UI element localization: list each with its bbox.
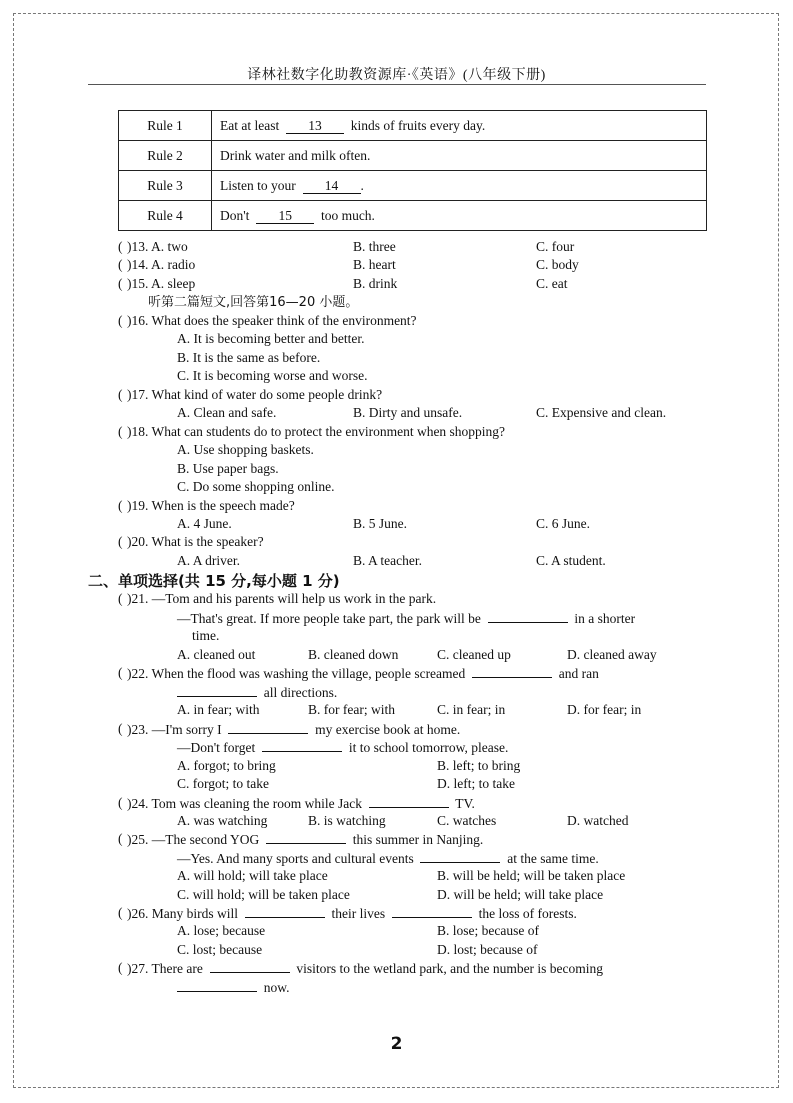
option-d: D. for fear; in [567,702,642,717]
page-header: 译林社数字化助教资源库·《英语》(八年级下册) [247,68,546,83]
question-20: )20. What is the speaker? [127,534,264,549]
rule-name: Rule 3 [119,171,212,201]
option-d: D. will be held; will take place [437,887,604,902]
rule-text: Don't 15 too much. [212,201,707,231]
option-a: A. Use shopping baskets. [177,442,314,457]
answer-paren[interactable]: ( [118,534,123,549]
fill-blank[interactable] [210,959,290,973]
option-c: C. eat [536,276,568,291]
answer-blank: 15 [256,208,314,224]
option-c: C. Expensive and clean. [536,405,667,420]
answer-paren[interactable]: ( [118,257,123,272]
option-c: C. 6 June. [536,516,590,531]
question-25: )25. —The second YOG this summer in Nanjing. [127,832,484,847]
option-c: C. body [536,257,579,272]
fill-blank[interactable] [488,609,568,623]
option-c: C. four [536,239,575,254]
fill-blank[interactable] [177,683,257,697]
option-b: B. is watching [308,813,386,828]
fill-blank[interactable] [228,720,308,734]
fill-blank[interactable] [472,664,552,678]
rule-name: Rule 1 [119,111,212,141]
answer-paren[interactable]: ( [118,313,123,328]
answer-paren[interactable]: ( [118,665,123,680]
option-a: A. cleaned out [177,647,256,662]
option-c: C. cleaned up [437,647,511,662]
fill-blank[interactable] [392,904,472,918]
option-a: A. Clean and safe. [177,405,277,420]
answer-blank: 13 [286,118,344,134]
option-b: B. drink [353,276,398,291]
answer-paren[interactable]: ( [118,905,123,920]
table-row [119,201,707,231]
question-27: )27. There are visitors to the wetland park, and the number is becoming [127,961,604,976]
fill-blank[interactable] [420,849,500,863]
question-14: )14. A. radio [127,257,196,272]
option-b: B. heart [353,257,396,272]
question-21: )21. —Tom and his parents will help us work in the park. [127,591,437,606]
option-c: C. forgot; to take [177,776,269,791]
option-d: D. left; to take [437,776,515,791]
question-17: )17. What kind of water do some people drink? [127,387,383,402]
fill-blank[interactable] [266,830,346,844]
fill-blank[interactable] [245,904,325,918]
table-row [119,141,707,171]
option-a: A. It is becoming better and better. [177,331,365,346]
page-number: 2 [390,1034,403,1054]
answer-paren[interactable]: ( [118,795,123,810]
answer-paren[interactable]: ( [118,591,123,606]
option-c: C. lost; because [177,942,263,957]
option-b: B. Use paper bags. [177,461,279,476]
question-23-line2: —Don't forget it to school tomorrow, please. [177,740,509,755]
question-25-line2: —Yes. And many sports and cultural events at the same time. [177,851,599,866]
fill-blank[interactable] [262,738,342,752]
option-b: B. lose; because of [437,923,539,938]
option-a: A. in fear; with [177,702,260,717]
question-21-line3: time. [192,628,220,643]
option-a: A. was watching [177,813,268,828]
question-23: )23. —I'm sorry I my exercise book at home. [127,722,461,737]
answer-paren[interactable]: ( [118,721,123,736]
option-b: B. A teacher. [353,553,422,568]
rule-text: Drink water and milk often. [212,141,707,171]
question-26: )26. Many birds will their lives the loss of forests. [127,906,577,921]
option-c: C. watches [437,813,497,828]
section-heading: 二、单项选择(共 15 分,每小题 1 分) [88,572,340,590]
fill-blank[interactable] [177,978,257,992]
rules-table [118,110,707,231]
table-row [119,111,707,141]
option-a: A. lose; because [177,923,266,938]
fill-blank[interactable] [369,794,449,808]
option-b: B. 5 June. [353,516,407,531]
option-c: C. will hold; will be taken place [177,887,350,902]
rule-text: Eat at least 13 kinds of fruits every day. [212,111,707,141]
option-d: D. watched [567,813,629,828]
question-16: )16. What does the speaker think of the environment? [127,313,417,328]
answer-paren[interactable]: ( [118,239,123,254]
option-b: B. Dirty and unsafe. [353,405,463,420]
rule-name: Rule 4 [119,201,212,231]
option-d: D. lost; because of [437,942,538,957]
option-d: D. cleaned away [567,647,657,662]
header-divider [88,84,706,85]
option-c: C. It is becoming worse and worse. [177,368,368,383]
question-22-line2: all directions. [177,683,337,702]
option-c: C. Do some shopping online. [177,479,335,494]
question-18: )18. What can students do to protect the environment when shopping? [127,424,506,439]
option-a: A. 4 June. [177,516,232,531]
option-b: B. cleaned down [308,647,399,662]
answer-paren[interactable]: ( [118,276,123,291]
answer-paren[interactable]: ( [118,498,123,513]
option-c: C. in fear; in [437,702,506,717]
option-b: B. It is the same as before. [177,350,321,365]
question-19: )19. When is the speech made? [127,498,295,513]
question-27-line2: now. [177,978,290,997]
answer-blank: 14 [303,178,361,194]
answer-paren[interactable]: ( [118,831,123,846]
option-b: B. three [353,239,396,254]
question-22: )22. When the flood was washing the village, people screamed and ran [127,666,599,681]
option-b: B. for fear; with [308,702,395,717]
option-b: B. left; to bring [437,758,521,773]
table-row [119,171,707,201]
question-13: )13. A. two [127,239,188,254]
option-a: A. will hold; will take place [177,868,328,883]
question-21-line2: —That's great. If more people take part, the park will be in a shorter [177,611,636,626]
option-a: A. A driver. [177,553,240,568]
question-15: )15. A. sleep [127,276,196,291]
answer-paren[interactable]: ( [118,387,123,402]
answer-paren[interactable]: ( [118,424,123,439]
instruction-passage-2: 听第二篇短文,回答第16—20 小题。 [148,295,359,310]
option-c: C. A student. [536,553,606,568]
rule-name: Rule 2 [119,141,212,171]
option-b: B. will be held; will be taken place [437,868,626,883]
question-24: )24. Tom was cleaning the room while Jack TV. [127,796,475,811]
rule-text: Listen to your 14 . [212,171,707,201]
option-a: A. forgot; to bring [177,758,276,773]
answer-paren[interactable]: ( [118,960,123,975]
